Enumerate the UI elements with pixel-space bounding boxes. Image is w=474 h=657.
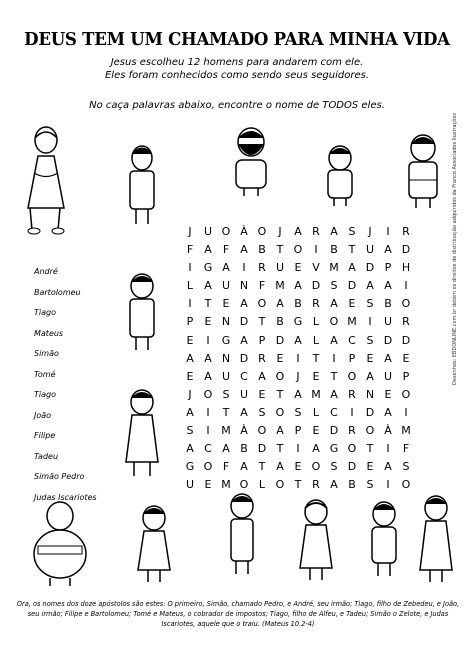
grid-letter[interactable]: C <box>240 369 248 383</box>
apostle-name: Tiago <box>34 390 56 399</box>
grid-letter[interactable]: O <box>275 405 285 419</box>
grid-letter[interactable]: E <box>276 351 284 365</box>
grid-letter[interactable]: B <box>240 442 248 456</box>
apostle-figure-elder-left <box>20 118 72 238</box>
grid-letter[interactable]: R <box>402 225 410 238</box>
grid-letter[interactable]: O <box>347 369 357 383</box>
grid-letter[interactable]: A <box>204 243 212 257</box>
grid-letter[interactable]: A <box>222 442 230 456</box>
grid-letter[interactable]: T <box>258 460 266 474</box>
grid-letter[interactable]: I <box>296 351 300 365</box>
apostle-figure-mid-left-1 <box>120 268 164 353</box>
grid-letter[interactable]: A <box>240 460 248 474</box>
grid-letter[interactable]: I <box>404 279 408 293</box>
grid-letter[interactable]: R <box>348 424 356 438</box>
grid-letter[interactable]: A <box>330 297 338 311</box>
grid-letter[interactable]: N <box>365 387 375 401</box>
apostle-name: Filipe <box>34 431 56 440</box>
grid-letter[interactable]: I <box>314 243 318 257</box>
intro-line-2: Eles foram conhecidos como sendo seus seguidores. <box>104 70 370 81</box>
grid-letter[interactable]: S <box>186 424 194 438</box>
grid-letter[interactable]: I <box>386 478 390 492</box>
grid-letter[interactable]: B <box>276 315 284 329</box>
grid-letter[interactable]: B <box>348 478 356 492</box>
grid-letter[interactable]: I <box>206 424 210 438</box>
grid-letter[interactable]: J <box>188 225 192 238</box>
grid-letter[interactable]: M <box>311 387 321 401</box>
grid-letter[interactable]: E <box>186 369 194 383</box>
grid-letter[interactable]: T <box>366 442 374 456</box>
grid-letter[interactable]: A <box>330 478 338 492</box>
intro-line-1: Jesus escolheu 12 homens para andarem com ele. <box>110 57 364 68</box>
bible-verse-footer: Ora, os nomes dos doze apóstolos são estes: O primeiro, Simão, chamado Pedro, e André, seu irmão; Tiago, filho de Zebedeu, e João, seu irmão; Filipe e Bartolomeu; Tomé e Mateus, o cobrador de impostos; Tiago, filho de Alfeu, e Tadeu; Simão o Zelote, e Judas Iscariotes, aquele que o traiu. (Mateus 10.2-4) <box>16 600 460 628</box>
grid-letter[interactable]: B <box>294 297 302 311</box>
apostle-name: João <box>34 410 52 420</box>
grid-letter[interactable]: T <box>276 243 284 257</box>
grid-letter[interactable]: E <box>348 297 356 311</box>
grid-letter[interactable]: B <box>384 297 392 311</box>
apostle-name: Tomé <box>34 369 56 379</box>
grid-letter[interactable]: A <box>294 387 302 401</box>
grid-letter[interactable]: R <box>258 261 266 275</box>
grid-letter[interactable]: A <box>258 369 266 383</box>
grid-letter[interactable]: A <box>186 351 194 365</box>
apostle-figure-bottom-4 <box>294 494 338 584</box>
grid-letter[interactable]: A <box>204 279 212 293</box>
grid-letter[interactable]: A <box>294 333 302 347</box>
grid-letter[interactable]: O <box>311 460 321 474</box>
grid-letter[interactable]: D <box>275 333 285 347</box>
grid-letter[interactable]: J <box>368 225 372 238</box>
grid-letter[interactable]: M <box>347 315 357 329</box>
grid-letter[interactable]: E <box>294 460 302 474</box>
grid-letter[interactable]: A <box>204 351 212 365</box>
grid-letter[interactable]: N <box>221 315 231 329</box>
apostle-name: Simão Pedro <box>34 472 85 481</box>
grid-letter[interactable]: J <box>296 369 300 383</box>
grid-letter[interactable]: R <box>402 315 410 329</box>
grid-letter[interactable]: S <box>366 478 374 492</box>
grid-letter[interactable]: N <box>239 279 249 293</box>
grid-letter[interactable]: U <box>185 478 195 492</box>
grid-letter[interactable]: L <box>312 333 320 347</box>
grid-letter[interactable]: O <box>401 478 411 492</box>
grid-letter[interactable]: O <box>401 387 411 401</box>
grid-letter[interactable]: M <box>221 478 231 492</box>
grid-letter[interactable]: P <box>258 333 266 347</box>
grid-letter[interactable]: F <box>186 243 194 257</box>
grid-letter[interactable]: R <box>258 351 266 365</box>
grid-letter[interactable]: T <box>276 387 284 401</box>
grid-letter[interactable]: I <box>188 261 192 275</box>
grid-letter[interactable]: E <box>258 387 266 401</box>
grid-letter[interactable]: I <box>332 351 336 365</box>
grid-letter[interactable]: L <box>312 405 320 419</box>
grid-letter[interactable]: D <box>365 405 375 419</box>
grid-letter[interactable]: O <box>401 297 411 311</box>
grid-letter[interactable]: I <box>350 405 354 419</box>
grid-letter[interactable]: S <box>330 460 338 474</box>
grid-letter[interactable]: A <box>330 333 338 347</box>
grid-letter[interactable]: D <box>329 424 339 438</box>
grid-letter[interactable]: P <box>294 424 302 438</box>
grid-letter[interactable]: A <box>276 460 284 474</box>
grid-letter[interactable]: A <box>384 405 392 419</box>
apostle-name: Mateus <box>34 328 64 338</box>
grid-letter[interactable]: O <box>293 243 303 257</box>
grid-letter[interactable]: R <box>312 225 320 238</box>
instruction-text: No caça palavras abaixo, encontre o nome de TODOS eles. <box>89 100 385 111</box>
grid-letter[interactable]: O <box>221 225 231 238</box>
grid-letter[interactable]: F <box>402 442 410 456</box>
grid-letter[interactable]: A <box>186 442 194 456</box>
grid-letter[interactable]: A <box>276 424 284 438</box>
grid-letter[interactable]: C <box>348 333 356 347</box>
grid-letter[interactable]: I <box>206 333 210 347</box>
grid-letter[interactable]: P <box>348 351 356 365</box>
grid-letter[interactable]: C <box>330 405 338 419</box>
grid-letter[interactable]: A <box>330 387 338 401</box>
grid-letter[interactable]: S <box>330 279 338 293</box>
grid-letter[interactable]: L <box>186 279 194 293</box>
grid-letter[interactable]: N <box>221 351 231 365</box>
grid-letter[interactable]: E <box>402 351 410 365</box>
grid-letter[interactable]: I <box>368 315 372 329</box>
apostle-name-list <box>34 262 114 508</box>
grid-letter[interactable]: O <box>365 424 375 438</box>
grid-letter[interactable]: A <box>240 405 248 419</box>
apostle-figure-bottom-3 <box>222 488 262 578</box>
grid-letter[interactable]: I <box>242 261 246 275</box>
grid-letter[interactable]: U <box>275 261 285 275</box>
grid-letter[interactable]: T <box>222 405 230 419</box>
grid-letter[interactable]: A <box>276 297 284 311</box>
grid-letter[interactable]: M <box>275 279 285 293</box>
grid-letter[interactable]: M <box>329 261 339 275</box>
grid-letter[interactable]: T <box>330 369 338 383</box>
word-search-grid <box>181 223 415 494</box>
apostle-figure-bottom-5 <box>362 496 406 581</box>
grid-letter[interactable]: H <box>401 261 411 275</box>
grid-letter[interactable]: M <box>221 424 231 438</box>
grid-letter[interactable]: D <box>311 279 321 293</box>
grid-letter[interactable]: T <box>258 315 266 329</box>
grid-letter[interactable]: E <box>204 478 212 492</box>
grid-letter[interactable]: F <box>222 243 230 257</box>
grid-letter[interactable]: B <box>258 243 266 257</box>
grid-letter[interactable]: D <box>401 243 411 257</box>
grid-letter[interactable]: A <box>330 225 338 238</box>
grid-letter[interactable]: À <box>240 225 248 238</box>
apostle-figure-young-left <box>120 140 164 230</box>
grid-letter[interactable]: S <box>366 333 374 347</box>
grid-letter[interactable]: B <box>330 243 338 257</box>
grid-letter[interactable]: A <box>204 369 212 383</box>
grid-letter[interactable]: E <box>186 333 194 347</box>
grid-letter[interactable]: I <box>206 405 210 419</box>
grid-letter[interactable]: U <box>365 243 375 257</box>
grid-letter[interactable]: T <box>294 478 302 492</box>
grid-letter[interactable]: P <box>402 369 410 383</box>
grid-letter[interactable]: A <box>384 460 392 474</box>
grid-letter[interactable]: E <box>366 351 374 365</box>
grid-letter[interactable]: G <box>203 261 213 275</box>
grid-letter[interactable]: S <box>258 405 266 419</box>
grid-letter[interactable]: C <box>204 442 212 456</box>
grid-letter[interactable]: A <box>186 405 194 419</box>
grid-letter[interactable]: I <box>386 442 390 456</box>
grid-letter[interactable]: D <box>365 261 375 275</box>
grid-letter[interactable]: E <box>222 297 230 311</box>
grid-letter[interactable]: V <box>312 261 320 275</box>
grid-letter[interactable]: O <box>257 225 267 238</box>
grid-letter[interactable]: A <box>348 261 356 275</box>
apostle-name: Simão <box>34 349 59 358</box>
grid-letter[interactable]: T <box>204 297 212 311</box>
grid-letter[interactable]: O <box>329 315 339 329</box>
grid-letter[interactable]: T <box>276 442 284 456</box>
grid-letter[interactable]: A <box>312 442 320 456</box>
grid-letter[interactable]: F <box>258 279 266 293</box>
grid-letter[interactable]: A <box>294 225 302 238</box>
grid-letter[interactable]: D <box>347 460 357 474</box>
apostle-figure-bottom-1 <box>28 498 92 588</box>
grid-letter[interactable]: À <box>384 424 392 438</box>
grid-letter[interactable]: A <box>240 333 248 347</box>
grid-letter[interactable]: D <box>401 333 411 347</box>
apostle-figure-bearded-center <box>224 120 278 200</box>
grid-letter[interactable]: I <box>188 297 192 311</box>
grid-letter[interactable]: L <box>312 315 320 329</box>
grid-letter[interactable]: U <box>383 315 393 329</box>
grid-letter[interactable]: I <box>404 405 408 419</box>
grid-letter[interactable]: A <box>366 369 374 383</box>
apostle-figure-bottom-6 <box>414 490 458 585</box>
page-title: DEUS TEM UM CHAMADO PARA MINHA VIDA <box>24 30 450 50</box>
grid-letter[interactable]: A <box>240 243 248 257</box>
apostle-name: André <box>34 267 58 276</box>
grid-letter[interactable]: E <box>204 315 212 329</box>
grid-letter[interactable]: U <box>383 369 393 383</box>
grid-letter[interactable]: G <box>329 442 339 456</box>
apostle-figure-right <box>398 128 448 213</box>
grid-letter[interactable]: O <box>239 478 249 492</box>
grid-letter[interactable]: I <box>386 225 390 238</box>
grid-letter[interactable]: A <box>222 261 230 275</box>
grid-letter[interactable]: U <box>221 369 231 383</box>
grid-letter[interactable]: T <box>312 351 320 365</box>
grid-letter[interactable]: S <box>366 297 374 311</box>
grid-letter[interactable]: D <box>239 351 249 365</box>
intro-text <box>0 56 474 82</box>
grid-letter[interactable]: E <box>312 424 320 438</box>
grid-letter[interactable]: O <box>257 297 267 311</box>
grid-letter[interactable]: S <box>222 387 230 401</box>
grid-letter[interactable]: S <box>348 225 356 238</box>
grid-letter[interactable]: M <box>401 424 411 438</box>
grid-letter[interactable]: U <box>239 387 249 401</box>
apostle-name: Tadeu <box>34 451 59 461</box>
apostle-name: Tiago <box>34 308 56 317</box>
apostle-name: Bartolomeu <box>34 287 81 297</box>
grid-letter[interactable]: G <box>221 333 231 347</box>
grid-letter[interactable]: O <box>347 442 357 456</box>
grid-letter[interactable]: J <box>278 225 282 238</box>
grid-letter[interactable]: O <box>257 424 267 438</box>
grid-letter[interactable]: S <box>294 405 302 419</box>
grid-letter[interactable]: D <box>257 442 267 456</box>
grid-letter[interactable]: R <box>312 297 320 311</box>
grid-letter[interactable]: G <box>185 460 195 474</box>
grid-letter[interactable]: L <box>258 478 266 492</box>
grid-letter[interactable]: A <box>294 279 302 293</box>
apostle-figure-mid-left-2 <box>120 384 164 480</box>
grid-letter[interactable]: E <box>366 460 374 474</box>
grid-letter[interactable]: R <box>348 387 356 401</box>
grid-letter[interactable]: O <box>275 478 285 492</box>
apostle-figure-smiling-center <box>318 140 362 210</box>
grid-letter[interactable]: E <box>384 387 392 401</box>
apostle-figure-bottom-2 <box>132 500 176 585</box>
grid-letter[interactable]: A <box>240 297 248 311</box>
grid-letter[interactable]: U <box>221 279 231 293</box>
grid-letter[interactable]: A <box>384 351 392 365</box>
grid-letter[interactable]: T <box>348 243 356 257</box>
apostle-name: Judas Iscariotes <box>34 492 97 502</box>
grid-letter[interactable]: A <box>384 279 392 293</box>
grid-letter[interactable]: D <box>347 279 357 293</box>
grid-letter[interactable]: P <box>186 315 194 329</box>
grid-letter[interactable]: D <box>239 315 249 329</box>
grid-letter[interactable]: D <box>383 333 393 347</box>
grid-letter[interactable]: J <box>188 387 192 401</box>
grid-letter[interactable]: À <box>240 424 248 438</box>
grid-letter[interactable]: O <box>203 460 213 474</box>
grid-letter[interactable]: R <box>312 478 320 492</box>
grid-letter[interactable]: I <box>296 442 300 456</box>
grid-letter[interactable]: E <box>312 369 320 383</box>
grid-letter[interactable]: G <box>293 315 303 329</box>
grid-letter[interactable]: S <box>402 460 410 474</box>
grid-letter[interactable]: F <box>222 460 230 474</box>
grid-letter[interactable]: U <box>203 225 213 238</box>
grid-letter[interactable]: A <box>384 243 392 257</box>
grid-letter[interactable]: O <box>275 369 285 383</box>
grid-letter[interactable]: O <box>203 387 213 401</box>
grid-letter[interactable]: P <box>384 261 392 275</box>
grid-letter[interactable]: E <box>294 261 302 275</box>
grid-letter[interactable]: A <box>366 279 374 293</box>
